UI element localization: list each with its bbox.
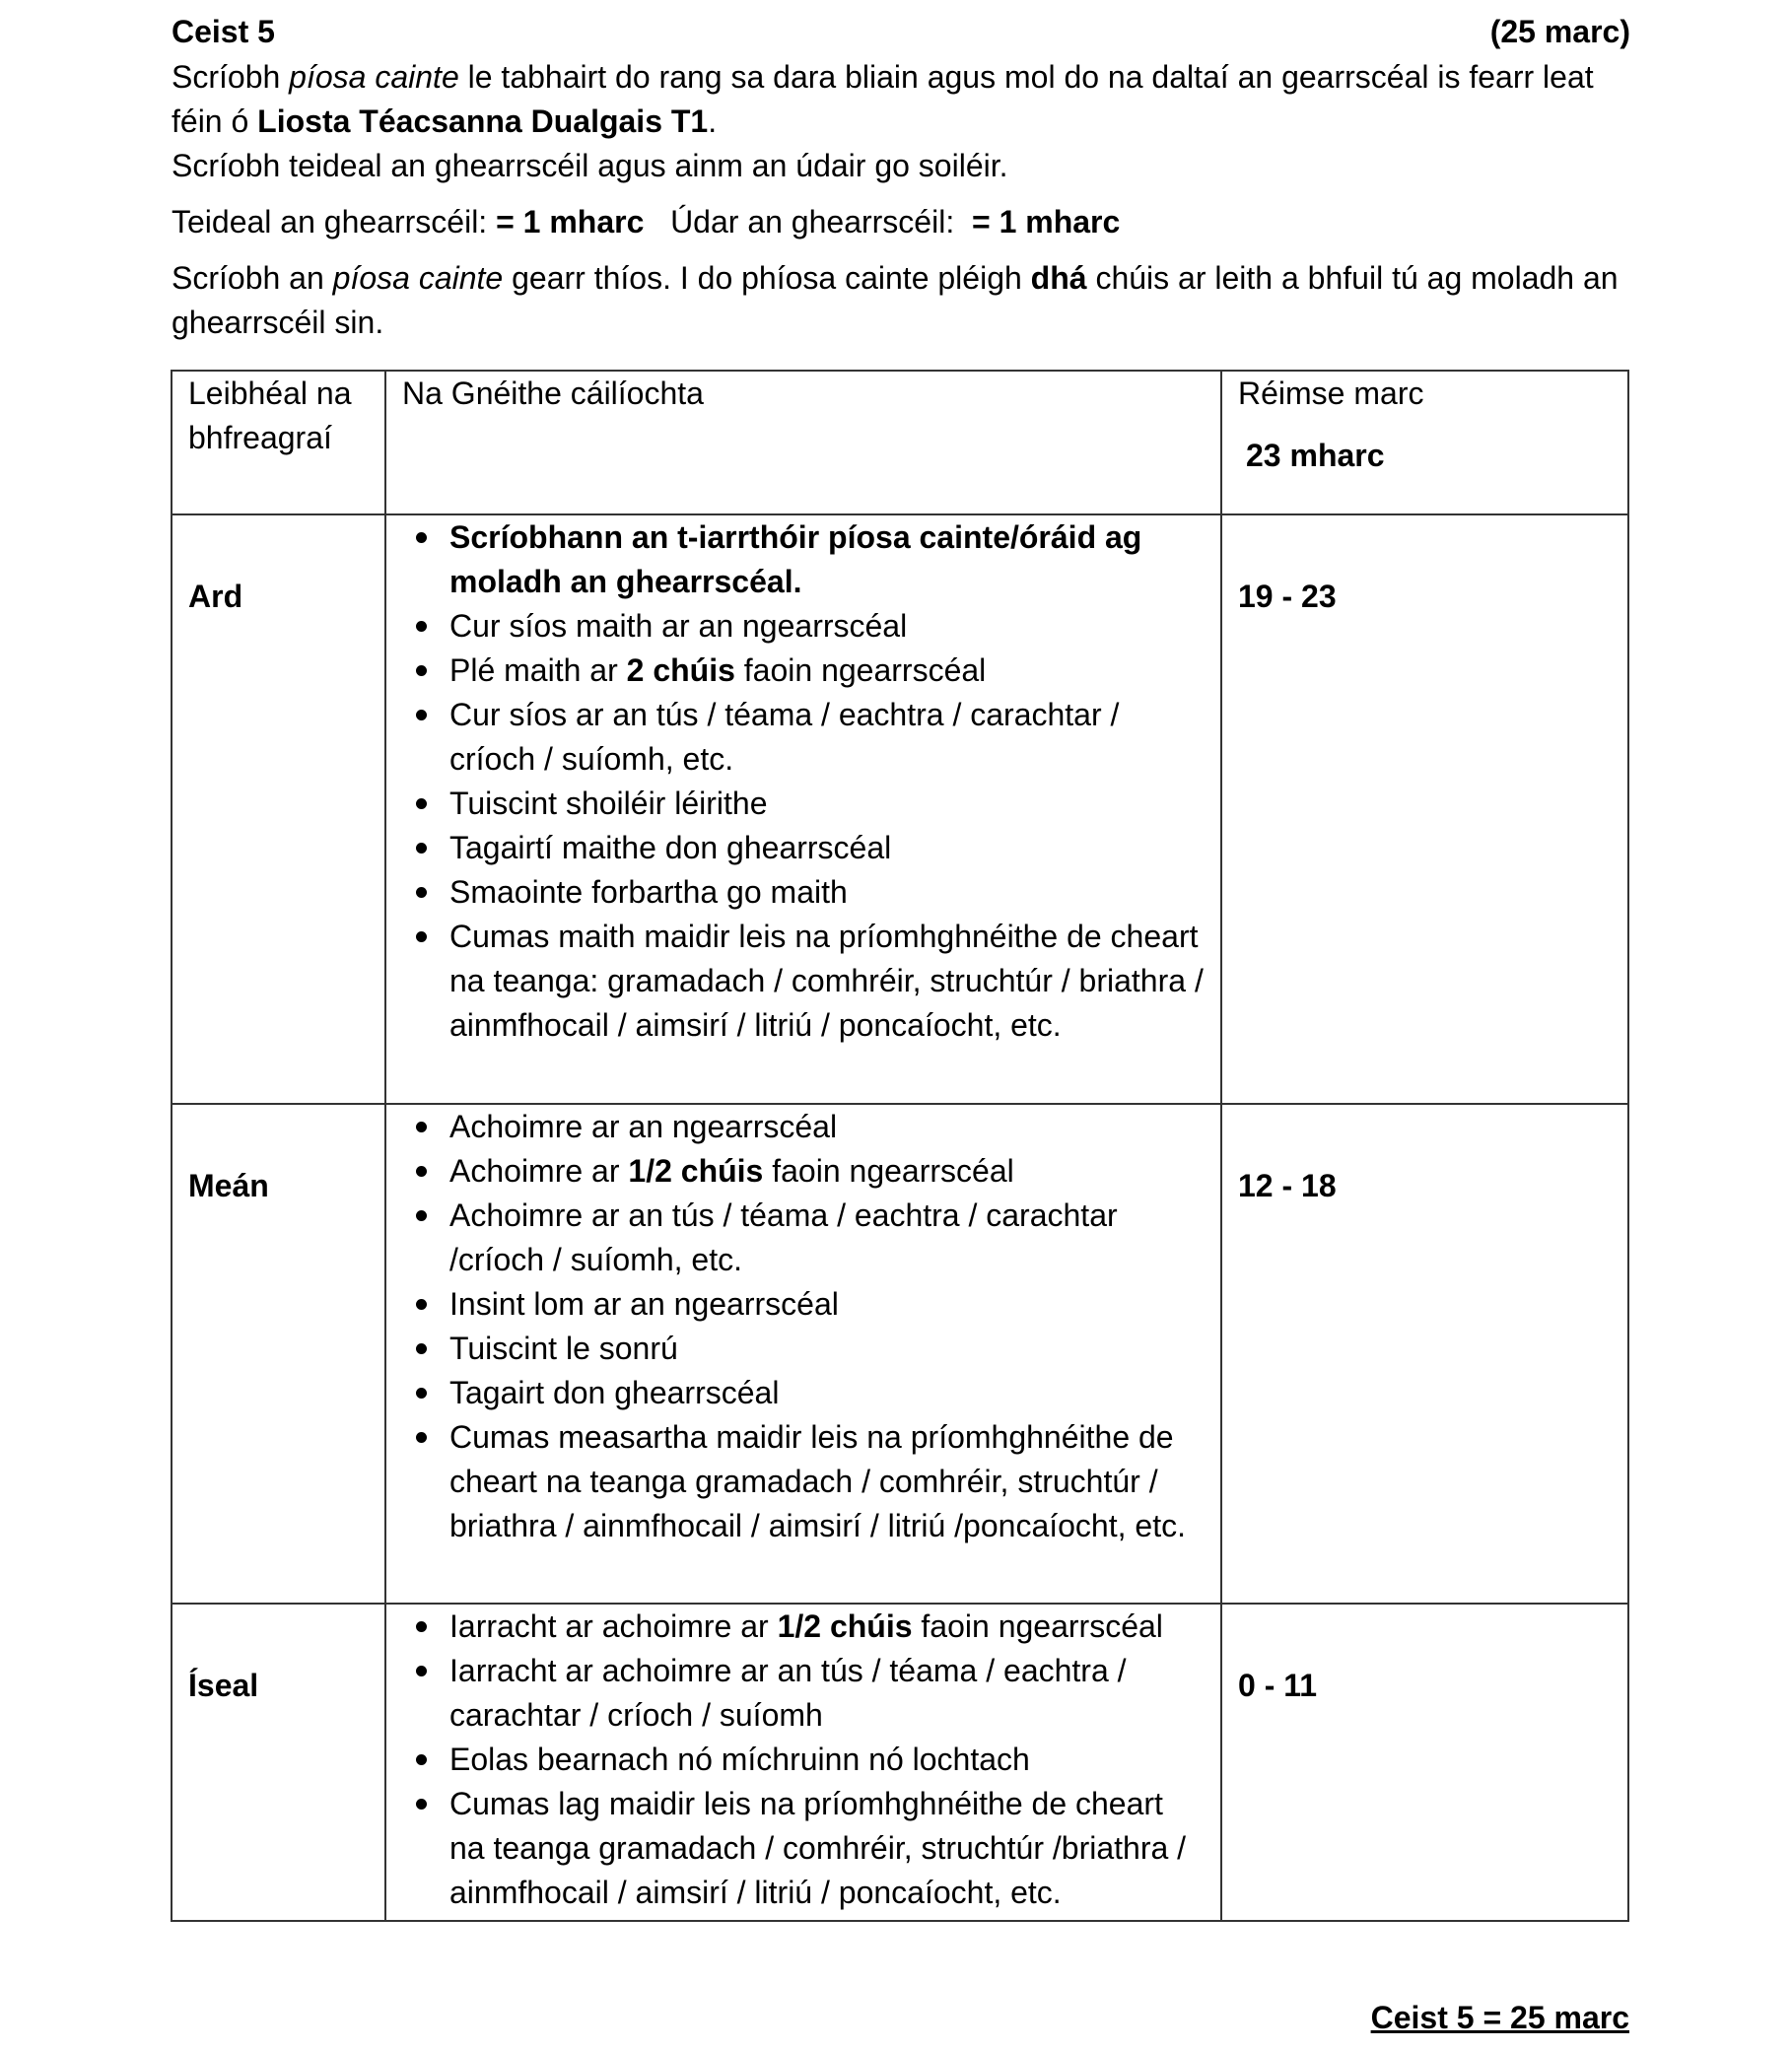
header-criteria: Na Gnéithe cáilíochta xyxy=(385,371,1221,514)
marking-rubric-table xyxy=(171,370,1629,1922)
instruction-text: gearr thíos. I do phíosa cainte pléigh xyxy=(503,260,1031,296)
list-item: Tuiscint shoiléir léirithe xyxy=(449,782,1205,826)
header-level: Leibhéal na bhfreagraí xyxy=(172,371,385,514)
list-item xyxy=(449,1605,1205,1649)
item-text: Plé maith ar xyxy=(449,652,627,688)
list-item xyxy=(449,1149,1205,1194)
criteria-cell xyxy=(385,1104,1221,1604)
table-header-row xyxy=(172,371,1628,514)
list-item: Tagairtí maithe don ghearrscéal xyxy=(449,826,1205,870)
list-item: Tagairt don ghearrscéal xyxy=(449,1371,1205,1415)
table-row xyxy=(172,1604,1628,1921)
list-item: Smaointe forbartha go maith xyxy=(449,870,1205,915)
list-item xyxy=(449,649,1205,693)
instruction-text: chúis ar leith a bhfuil tú ag moladh an ghearrscéil sin. xyxy=(172,260,1619,340)
range-label: 0 - 11 xyxy=(1238,1668,1318,1703)
list-item: Cumas lag maidir leis na príomhghnéithe de cheart na teanga gramadach / comhréir, struchtúr /briathra / ainmfhocail / aimsirí / litriú / poncaíocht, etc. xyxy=(449,1782,1205,1915)
list-item: Cumas maith maidir leis na príomhghnéithe de cheart na teanga: gramadach / comhréir, struchtúr / briathra / ainmfhocail / aimsirí / litriú / poncaíocht, etc. xyxy=(449,915,1205,1048)
instruction-bold: dhá xyxy=(1030,260,1087,296)
list-item: Achoimre ar an tús / téama / eachtra / carachtar /críoch / suíomh, etc. xyxy=(449,1194,1205,1282)
criteria-list xyxy=(402,1605,1205,1915)
title-label: Teideal an ghearrscéil: xyxy=(172,204,497,239)
list-item: Iarracht ar achoimre ar an tús / téama / eachtra / carachtar / críoch / suíomh xyxy=(449,1649,1205,1738)
criteria-cell xyxy=(385,514,1221,1104)
list-item: Insint lom ar an ngearrscéal xyxy=(449,1282,1205,1327)
range-cell xyxy=(1221,1604,1628,1921)
author-label: Údar an ghearrscéil: xyxy=(670,204,964,239)
level-label: Meán xyxy=(188,1168,269,1203)
criteria-list xyxy=(402,1105,1205,1548)
item-bold: 1/2 chúis xyxy=(777,1608,913,1644)
instruction-emphasis: píosa cainte xyxy=(332,260,504,296)
level-cell xyxy=(172,514,385,1104)
instruction-speech xyxy=(172,256,1630,345)
question-header xyxy=(172,8,1630,55)
question-block xyxy=(172,8,1630,345)
instruction-text: le tabhairt do rang sa dara bliain agus mol do na daltaí an gearrscéal is fearr leat féin ó xyxy=(172,59,1594,139)
level-label: Ard xyxy=(188,579,243,614)
item-text: faoin ngearrscéal xyxy=(763,1153,1014,1189)
item-bold: 1/2 chúis xyxy=(628,1153,764,1189)
instruction-text: Scríobh an xyxy=(172,260,333,296)
list-item: Tuiscint le sonrú xyxy=(449,1327,1205,1371)
instruction-text: Scríobh xyxy=(172,59,290,95)
list-item: Cur síos maith ar an ngearrscéal xyxy=(449,604,1205,649)
item-text: faoin ngearrscéal xyxy=(734,652,987,688)
instruction-paragraph xyxy=(172,55,1630,144)
range-cell xyxy=(1221,514,1628,1104)
criteria-list xyxy=(402,515,1205,1048)
list-item: Cumas measartha maidir leis na príomhghnéithe de cheart na teanga gramadach / comhréir, struchtúr / briathra / ainmfhocail / aimsirí / litriú /poncaíocht, etc. xyxy=(449,1415,1205,1548)
header-range-total: 23 mharc xyxy=(1246,438,1385,473)
item-text: Achoimre ar xyxy=(449,1153,629,1189)
title-author-marks xyxy=(172,200,1630,244)
header-range xyxy=(1221,371,1628,514)
question-total: Ceist 5 = 25 marc xyxy=(1370,2000,1629,2035)
list-item: Eolas bearnach nó míchruinn nó lochtach xyxy=(449,1738,1205,1782)
instruction-text: . xyxy=(708,103,718,139)
table-row xyxy=(172,1104,1628,1604)
range-cell xyxy=(1221,1104,1628,1604)
list-item: Cur síos ar an tús / téama / eachtra / carachtar / críoch / suíomh, etc. xyxy=(449,693,1205,782)
item-text: faoin ngearrscéal xyxy=(912,1608,1163,1644)
list-item: Achoimre ar an ngearrscéal xyxy=(449,1105,1205,1149)
level-label: Íseal xyxy=(188,1668,259,1703)
table-row xyxy=(172,514,1628,1104)
text-list-name: Liosta Téacsanna Dualgais T1 xyxy=(257,103,709,139)
level-cell xyxy=(172,1104,385,1604)
question-marks: (25 marc) xyxy=(1489,14,1630,49)
level-cell xyxy=(172,1604,385,1921)
instruction-emphasis: píosa cainte xyxy=(289,59,459,95)
title-marks: = 1 mharc xyxy=(496,204,645,239)
author-marks: = 1 mharc xyxy=(971,204,1121,239)
criteria-cell xyxy=(385,1604,1221,1921)
range-label: 19 - 23 xyxy=(1238,579,1337,614)
item-text: Iarracht ar achoimre ar xyxy=(449,1608,778,1644)
list-item: Scríobhann an t-iarrthóir píosa cainte/óráid ag moladh an ghearrscéal. xyxy=(449,515,1205,604)
item-bold: 2 chúis xyxy=(626,652,735,688)
header-range-label: Réimse marc xyxy=(1238,376,1424,411)
question-title: Ceist 5 xyxy=(172,14,275,49)
instruction-title-author: Scríobh teideal an ghearrscéil agus ainm an údair go soiléir. xyxy=(172,148,1008,183)
range-label: 12 - 18 xyxy=(1238,1168,1337,1203)
